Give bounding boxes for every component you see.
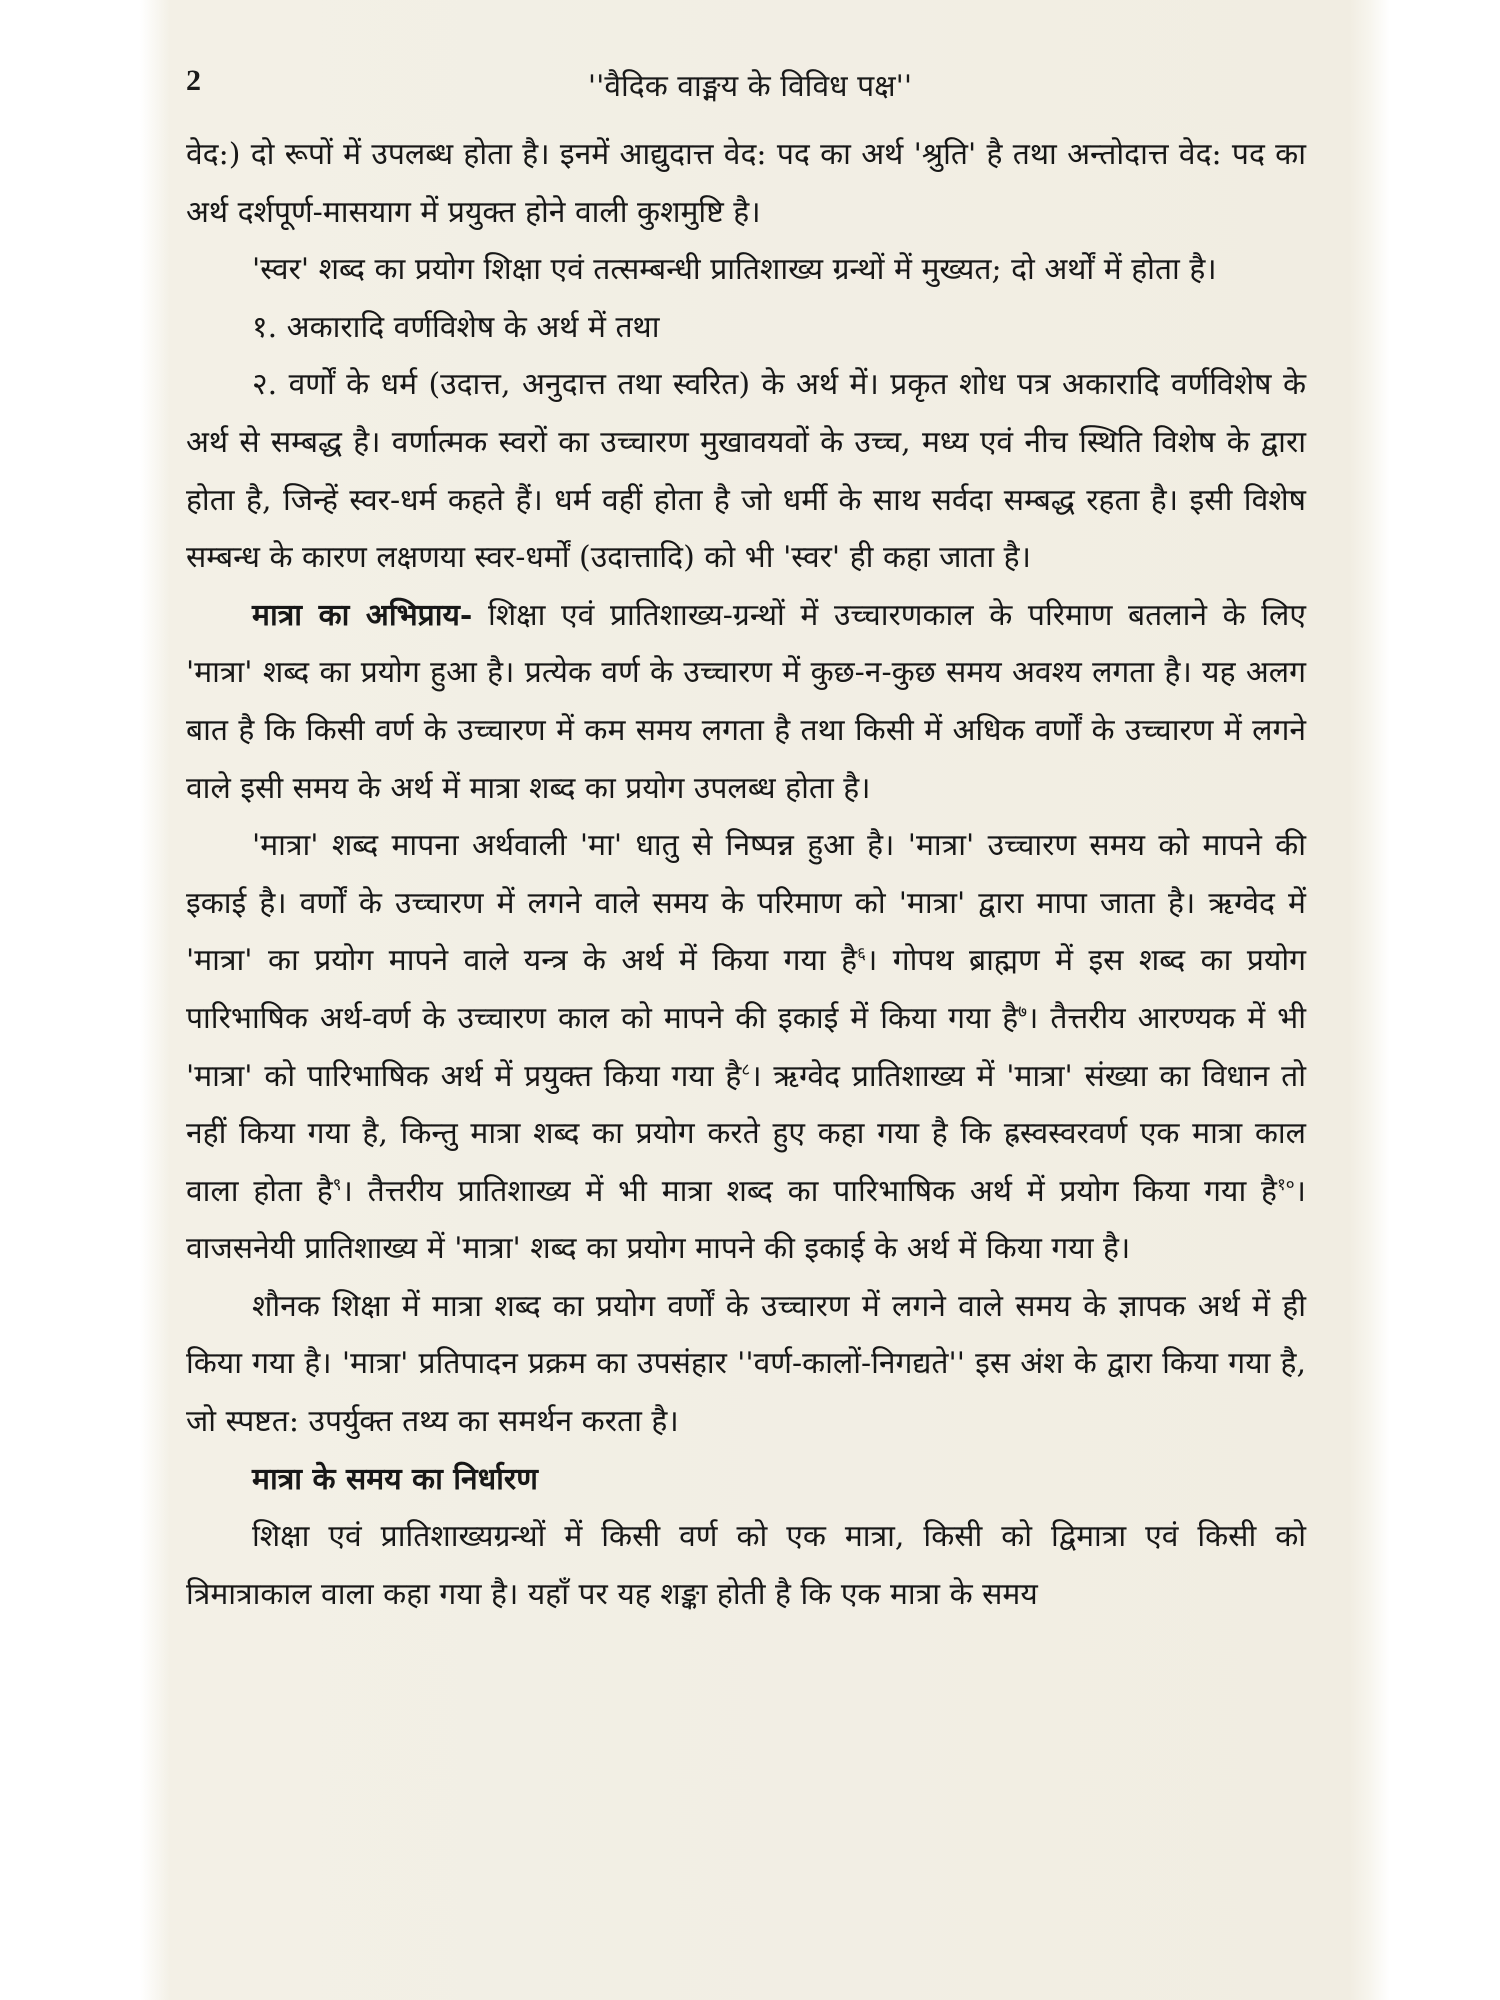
paragraph-text: । वाजसनेयी प्रातिशाख्य में 'मात्रा' शब्द का प्रयोग मापने की इकाई के अर्थ में किया गया है। [186, 1173, 1306, 1267]
list-item-2: २. वर्णों के धर्म (उदात्त, अनुदात्त तथा स्वरित) के अर्थ में। प्रकृत शोध पत्र अकारादि वर्णविशेष के अर्थ से सम्बद्ध है। वर्णात्मक स्वरों का उच्चारण मुखावयवों के उच्च, मध्य एवं नीच स्थिति विशेष के द्वारा होता है, जिन्हें स्वर-धर्म कहते हैं। धर्म वहीं होता है जो धर्मी के साथ सर्वदा सम्बद्ध रहता है। इसी विशेष सम्बन्ध के कारण लक्षणया स्वर-धर्मों (उदात्तादि) को भी 'स्वर' ही कहा जाता है। [186, 367, 1306, 576]
paragraph-2: 'स्वर' शब्द का प्रयोग शिक्षा एवं तत्सम्बन्धी प्रातिशाख्य ग्रन्थों में मुख्यत; दो अर्थों में होता है। [252, 252, 1217, 288]
paragraph-matra-meaning [186, 587, 1306, 817]
paragraph-text: । तैत्तरीय आरण्यक में भी 'मात्रा' को पारिभाषिक अर्थ में प्रयुक्त किया गया है [186, 1000, 1306, 1094]
paragraph-matra-etymology [186, 817, 1306, 1278]
inline-heading-matra: मात्रा का अभिप्राय- [252, 597, 473, 633]
paragraph-text: । तैत्तरीय प्रातिशाख्य में भी मात्रा शब्द का पारिभाषिक अर्थ में प्रयोग किया गया है [341, 1173, 1277, 1209]
paragraph-text: । गोपथ ब्राह्मण में इस शब्द का प्रयोग पारिभाषिक अर्थ-वर्ण के उच्चारण काल को मापने की इकाई में किया गया है [186, 943, 1307, 1036]
list-item-1: १. अकारादि वर्णविशेष के अर्थ में तथा [252, 309, 660, 345]
paragraph-text: । ऋग्वेद प्रातिशाख्य में 'मात्रा' संख्या का विधान तो नहीं किया गया है, किन्तु मात्रा शब्द का प्रयोग करते हुए कहा गया है कि ह्रस्वस्वरवर्ण एक मात्रा काल वाला होता है [186, 1058, 1306, 1209]
paragraph-text: शिक्षा एवं प्रातिशाख्य-ग्रन्थों में उच्चारणकाल के परिमाण बतलाने के लिए 'मात्रा' शब्द का प्रयोग हुआ है। प्रत्येक वर्ण के उच्चारण में कुछ-न-कुछ समय अवश्य लगता है। यह अलग बात है कि किसी वर्ण के उच्चारण में कम समय लगता है तथा किसी में अधिक वर्णों के उच्चारण में लगने वाले इसी समय के अर्थ में मात्रा शब्द का प्रयोग उपलब्ध होता है। [186, 597, 1306, 806]
paragraph-shaunaka: शौनक शिक्षा में मात्रा शब्द का प्रयोग वर्णों के उच्चारण में लगने वाले समय के ज्ञापक अर्थ में ही किया गया है। 'मात्रा' प्रतिपादन प्रक्रम का उपसंहार ''वर्ण-कालों-निगद्यते'' इस अंश के द्वारा किया गया है, जो स्पष्टत: उपर्युक्त तथ्य का समर्थन करता है। [186, 1288, 1306, 1440]
paragraph-text: 'मात्रा' शब्द मापना अर्थवाली 'मा' धातु से निष्पन्न हुआ है। 'मात्रा' उच्चारण समय को मापने की इकाई है। वर्णों के उच्चारण में लगने वाले समय के परिमाण को 'मात्रा' द्वारा मापा जाता है। ऋग्वेद में 'मात्रा' का प्रयोग मापने वाले यन्त्र के अर्थ में किया गया है [186, 828, 1306, 979]
running-head: ''वैदिक वाङ्मय के विविध पक्ष'' [587, 69, 913, 104]
paragraph-1: वेद:) दो रूपों में उपलब्ध होता है। इनमें आद्युदात्त वेद: पद का अर्थ 'श्रुति' है तथा अन्तोदात्त वेद: पद का अर्थ दर्शपूर्ण-मासयाग में प्रयुक्त होने वाली कुशमुष्टि है। [186, 137, 1306, 230]
footnote-ref-7: ७ [1018, 1001, 1027, 1022]
footnote-ref-10: १० [1276, 1174, 1295, 1195]
footnote-ref-6: ६ [857, 944, 866, 965]
footnote-ref-8: ८ [741, 1059, 751, 1080]
body-text [186, 126, 1306, 1623]
section-heading-matra-time: मात्रा के समय का निर्धारण [252, 1461, 538, 1497]
paragraph-last: शिक्षा एवं प्रातिशाख्यग्रन्थों में किसी वर्ण को एक मात्रा, किसी को द्विमात्रा एवं किसी को त्रिमात्राकाल वाला कहा गया है। यहाँ पर यह शङ्का होती है कि एक मात्रा के समय [186, 1519, 1306, 1612]
page-number: 2 [186, 64, 201, 97]
footnote-ref-9: ९ [332, 1174, 342, 1195]
